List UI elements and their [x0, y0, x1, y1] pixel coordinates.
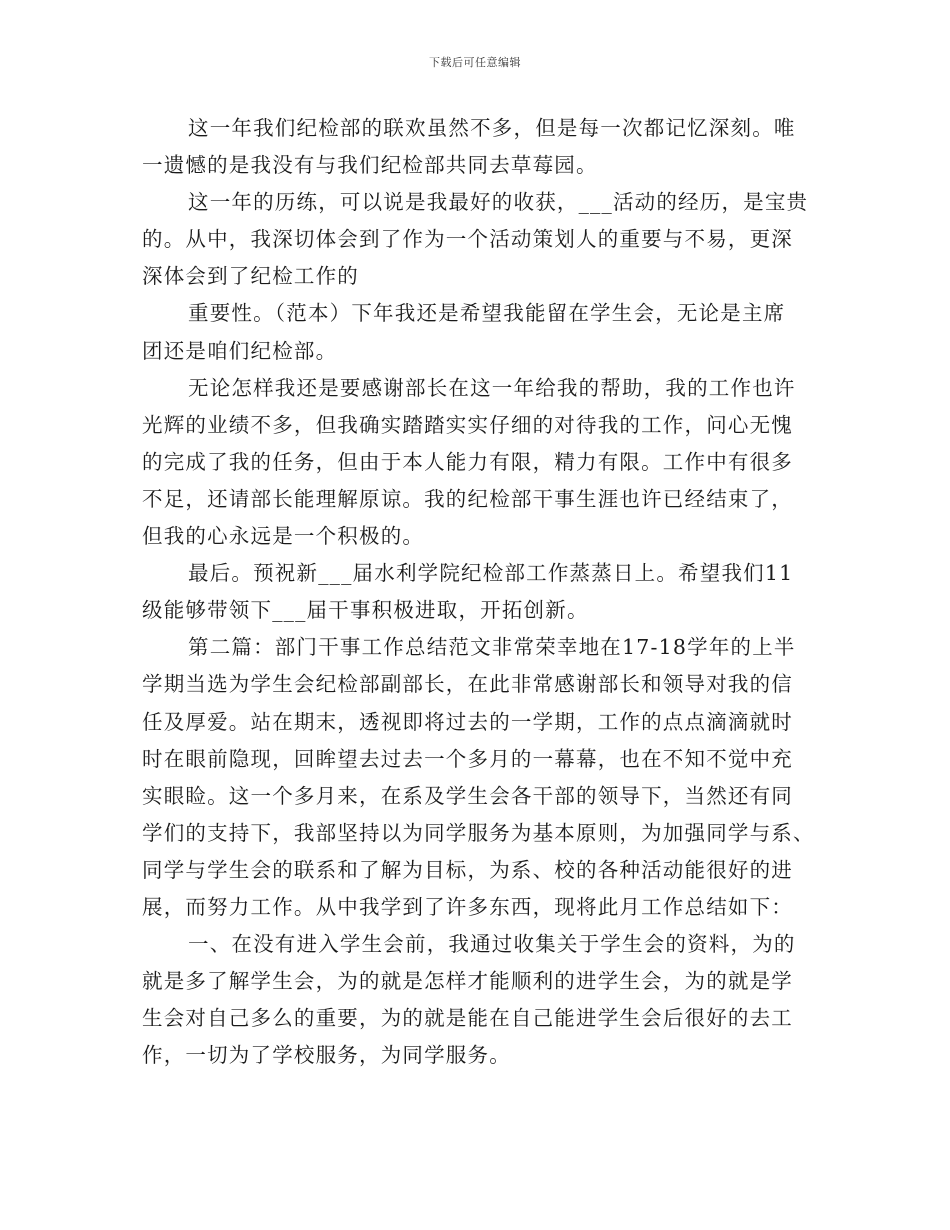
text-line: 重要性。（范本）下年我还是希望我能留在学生会，无论是主席 — [188, 301, 786, 326]
text-line: 作，一切为了学校服务，为同学服务。 — [142, 1043, 511, 1068]
text-line: 学期当选为学生会纪检部副部长，在此非常感谢部长和领导对我的信 — [142, 672, 793, 697]
text-line: 一遗憾的是我没有与我们纪检部共同去草莓园。 — [142, 153, 598, 178]
text-line: 学们的支持下，我部坚持以为同学服务为基本原则，为加强同学与系、 — [142, 820, 815, 845]
page-header: 下载后可任意编辑 — [429, 56, 521, 69]
text-line: 不足，还请部长能理解原谅。我的纪检部干事生涯也许已经结束了， — [142, 486, 793, 511]
text-line: 第二篇：部门干事工作总结范文非常荣幸地在17-18学年的上半 — [188, 635, 796, 660]
text-line: 展，而努力工作。从中我学到了许多东西，现将此月工作总结如下： — [142, 894, 793, 919]
text-line: 但我的心永远是一个积极的。 — [142, 524, 425, 549]
text-line: 深体会到了纪检工作的 — [142, 264, 359, 289]
text-line: 生会对自己多么的重要，为的就是能在自己能进学生会后很好的去工 — [142, 1006, 793, 1031]
text-line: 无论怎样我还是要感谢部长在这一年给我的帮助，我的工作也许 — [188, 375, 796, 400]
text-line: 的完成了我的任务，但由于本人能力有限，精力有限。工作中有很多 — [142, 449, 793, 474]
text-line: 同学与学生会的联系和了解为目标，为系、校的各种活动能很好的进 — [142, 857, 793, 882]
text-line: 一、在没有进入学生会前，我通过收集关于学生会的资料，为的 — [188, 932, 796, 957]
text-line: 这一年的历练，可以说是我最好的收获，___活动的经历，是宝贵 — [188, 190, 809, 215]
text-line: 时在眼前隐现，回眸望去过去一个多月的一幕幕，也在不知不觉中充 — [142, 746, 793, 771]
text-line: 光辉的业绩不多，但我确实踏踏实实仔细的对待我的工作，问心无愧 — [142, 412, 793, 437]
text-line: 级能够带领下___届干事积极进取，开拓创新。 — [142, 598, 589, 623]
text-line: 团还是咱们纪检部。 — [142, 338, 338, 363]
text-line: 这一年我们纪检部的联欢虽然不多，但是每一次都记忆深刻。唯 — [188, 116, 796, 140]
text-line: 实眼睑。这一个多月来，在系及学生会各干部的领导下，当然还有同 — [142, 783, 793, 808]
document-body — [142, 110, 814, 1074]
text-line: 最后。预祝新___届水利学院纪检部工作蒸蒸日上。希望我们11 — [188, 561, 794, 586]
text-line: 任及厚爱。站在期末，透视即将过去的一学期，工作的点点滴滴就时 — [142, 709, 793, 734]
text-line: 的。从中，我深切体会到了作为一个活动策划人的重要与不易，更深 — [142, 227, 793, 252]
text-line: 就是多了解学生会，为的就是怎样才能顺利的进学生会，为的就是学 — [142, 969, 793, 994]
